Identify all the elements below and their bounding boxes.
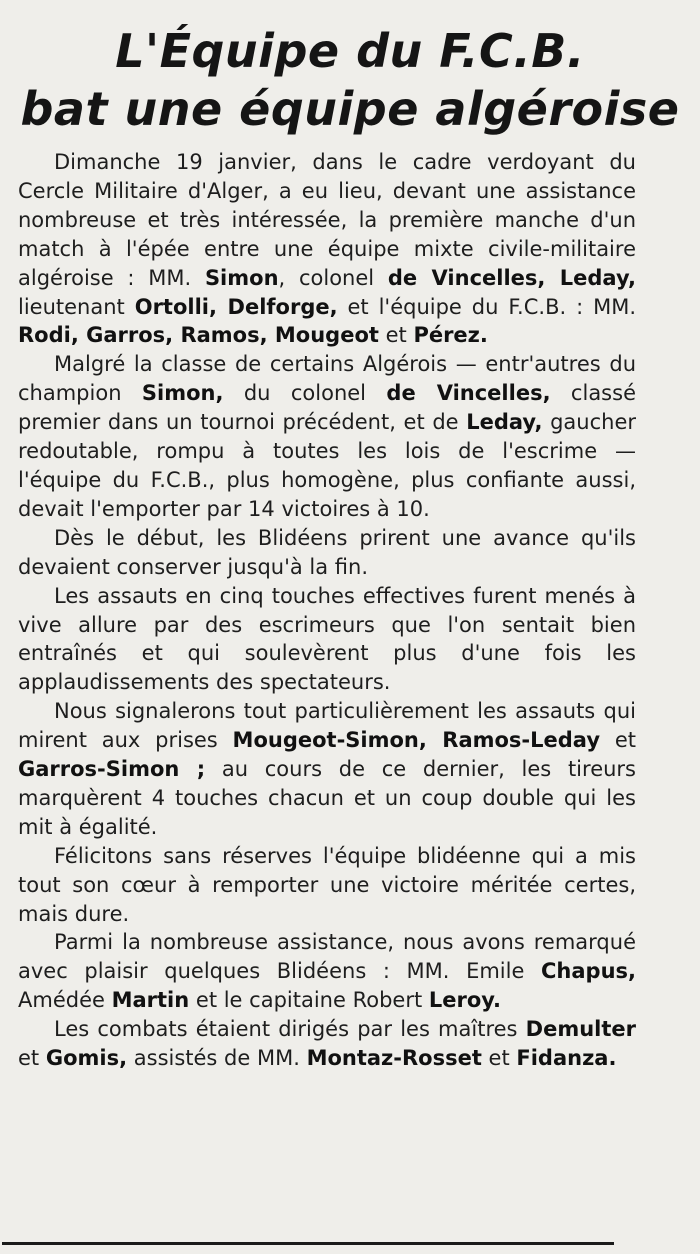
cut-off-header-fragment <box>80 0 280 6</box>
bold-name-run: Demulter <box>525 1017 636 1042</box>
bold-name-run: Gomis, <box>45 1046 128 1071</box>
text-run: classé premier dans un tournoi précédent, et de <box>18 381 636 435</box>
text-run: Dès le début, les Blidéens prirent une avance qu'ils devaient conserver jusqu'à la fin. <box>18 525 636 579</box>
bold-name-run: Chapus, <box>541 959 636 984</box>
bold-name-run: Simon, <box>141 381 224 406</box>
text-run: lieutenant <box>18 294 135 319</box>
article-paragraph <box>18 842 636 929</box>
text-run: et <box>600 728 636 753</box>
text-run: Les assauts en cinq touches effectives furent menés à vive allure par des escrimeurs que l'on sentait bien entraînés et qui soulevèrent plus d'une fois les applaudissements des spectateurs. <box>18 583 636 695</box>
article-paragraph <box>18 524 636 582</box>
text-run: et le capitaine Robert <box>189 988 429 1013</box>
article-paragraph <box>18 350 636 523</box>
text-run: , colonel <box>278 265 388 290</box>
text-run: assistés de MM. <box>127 1046 307 1071</box>
headline <box>20 22 680 138</box>
text-run: Malgré la classe de certains Algérois — entr'autres du champion <box>18 352 636 406</box>
text-run: Amédée <box>18 988 112 1013</box>
text-run: Félicitons sans réserves l'équipe blidéenne qui a mis tout son cœur à remporter une victoire méritée certes, mais dure. <box>18 843 636 926</box>
headline-line-1: L'Équipe du F.C.B. <box>115 24 585 78</box>
bold-name-run: Leday, <box>466 410 543 435</box>
bold-name-run: de Vincelles, <box>386 381 551 406</box>
text-run: Parmi la nombreuse assistance, nous avons remarqué avec plaisir quelques Blidéens : MM. Emile <box>18 930 636 984</box>
bold-name-run: Fidanza. <box>516 1046 617 1071</box>
bold-name-run: Mougeot-Simon, Ramos-Leday <box>232 728 601 753</box>
article-paragraph <box>18 697 636 842</box>
bold-name-run: Simon <box>204 265 279 290</box>
article-paragraph <box>18 1015 636 1073</box>
bold-name-run: Montaz-Rosset <box>306 1046 482 1071</box>
bold-name-run: Rodi, Garros, Ramos, Mougeot <box>18 323 379 348</box>
text-run: et <box>18 1046 46 1071</box>
text-run: Nous signalerons tout particulièrement les assauts qui mirent aux prises <box>18 699 636 753</box>
article-paragraph <box>18 928 636 1015</box>
bottom-rule <box>2 1242 614 1245</box>
text-run: et <box>378 323 414 348</box>
text-run: gaucher redoutable, rompu à toutes les lois de l'escrime — l'équipe du F.C.B., plus homogène, plus confiante aussi, devait l'emporter par 14 victoires à 10. <box>18 410 636 521</box>
bold-name-run: Martin <box>111 988 190 1013</box>
text-run: et <box>481 1046 517 1071</box>
article-paragraph <box>18 582 636 698</box>
bold-name-run: Pérez. <box>413 323 488 348</box>
text-run: du colonel <box>223 381 387 406</box>
text-run: et l'équipe du F.C.B. : MM. <box>337 294 636 319</box>
bold-name-run: de Vincelles, Leday, <box>387 265 636 290</box>
text-run: au cours de ce dernier, les tireurs marquèrent 4 touches chacun et un coup double qui les mit à égalité. <box>18 757 636 839</box>
text-run: Dimanche 19 janvier, dans le cadre verdoyant du Cercle Militaire d'Alger, a eu lieu, devant une assistance nombreuse et très intéressée, la première manche d'un match à l'épée entre une équipe mixte civile-militaire algéroise : MM. <box>18 150 636 290</box>
bold-name-run: Ortolli, Delforge, <box>134 294 338 319</box>
article-body <box>18 148 636 1073</box>
bold-name-run: Leroy. <box>428 988 502 1013</box>
text-run: Les combats étaient dirigés par les maîtres <box>54 1017 526 1042</box>
article-paragraph <box>18 148 636 350</box>
bold-name-run: Garros-Simon ; <box>18 757 206 782</box>
headline-line-2: bat une équipe algéroise <box>20 82 680 136</box>
